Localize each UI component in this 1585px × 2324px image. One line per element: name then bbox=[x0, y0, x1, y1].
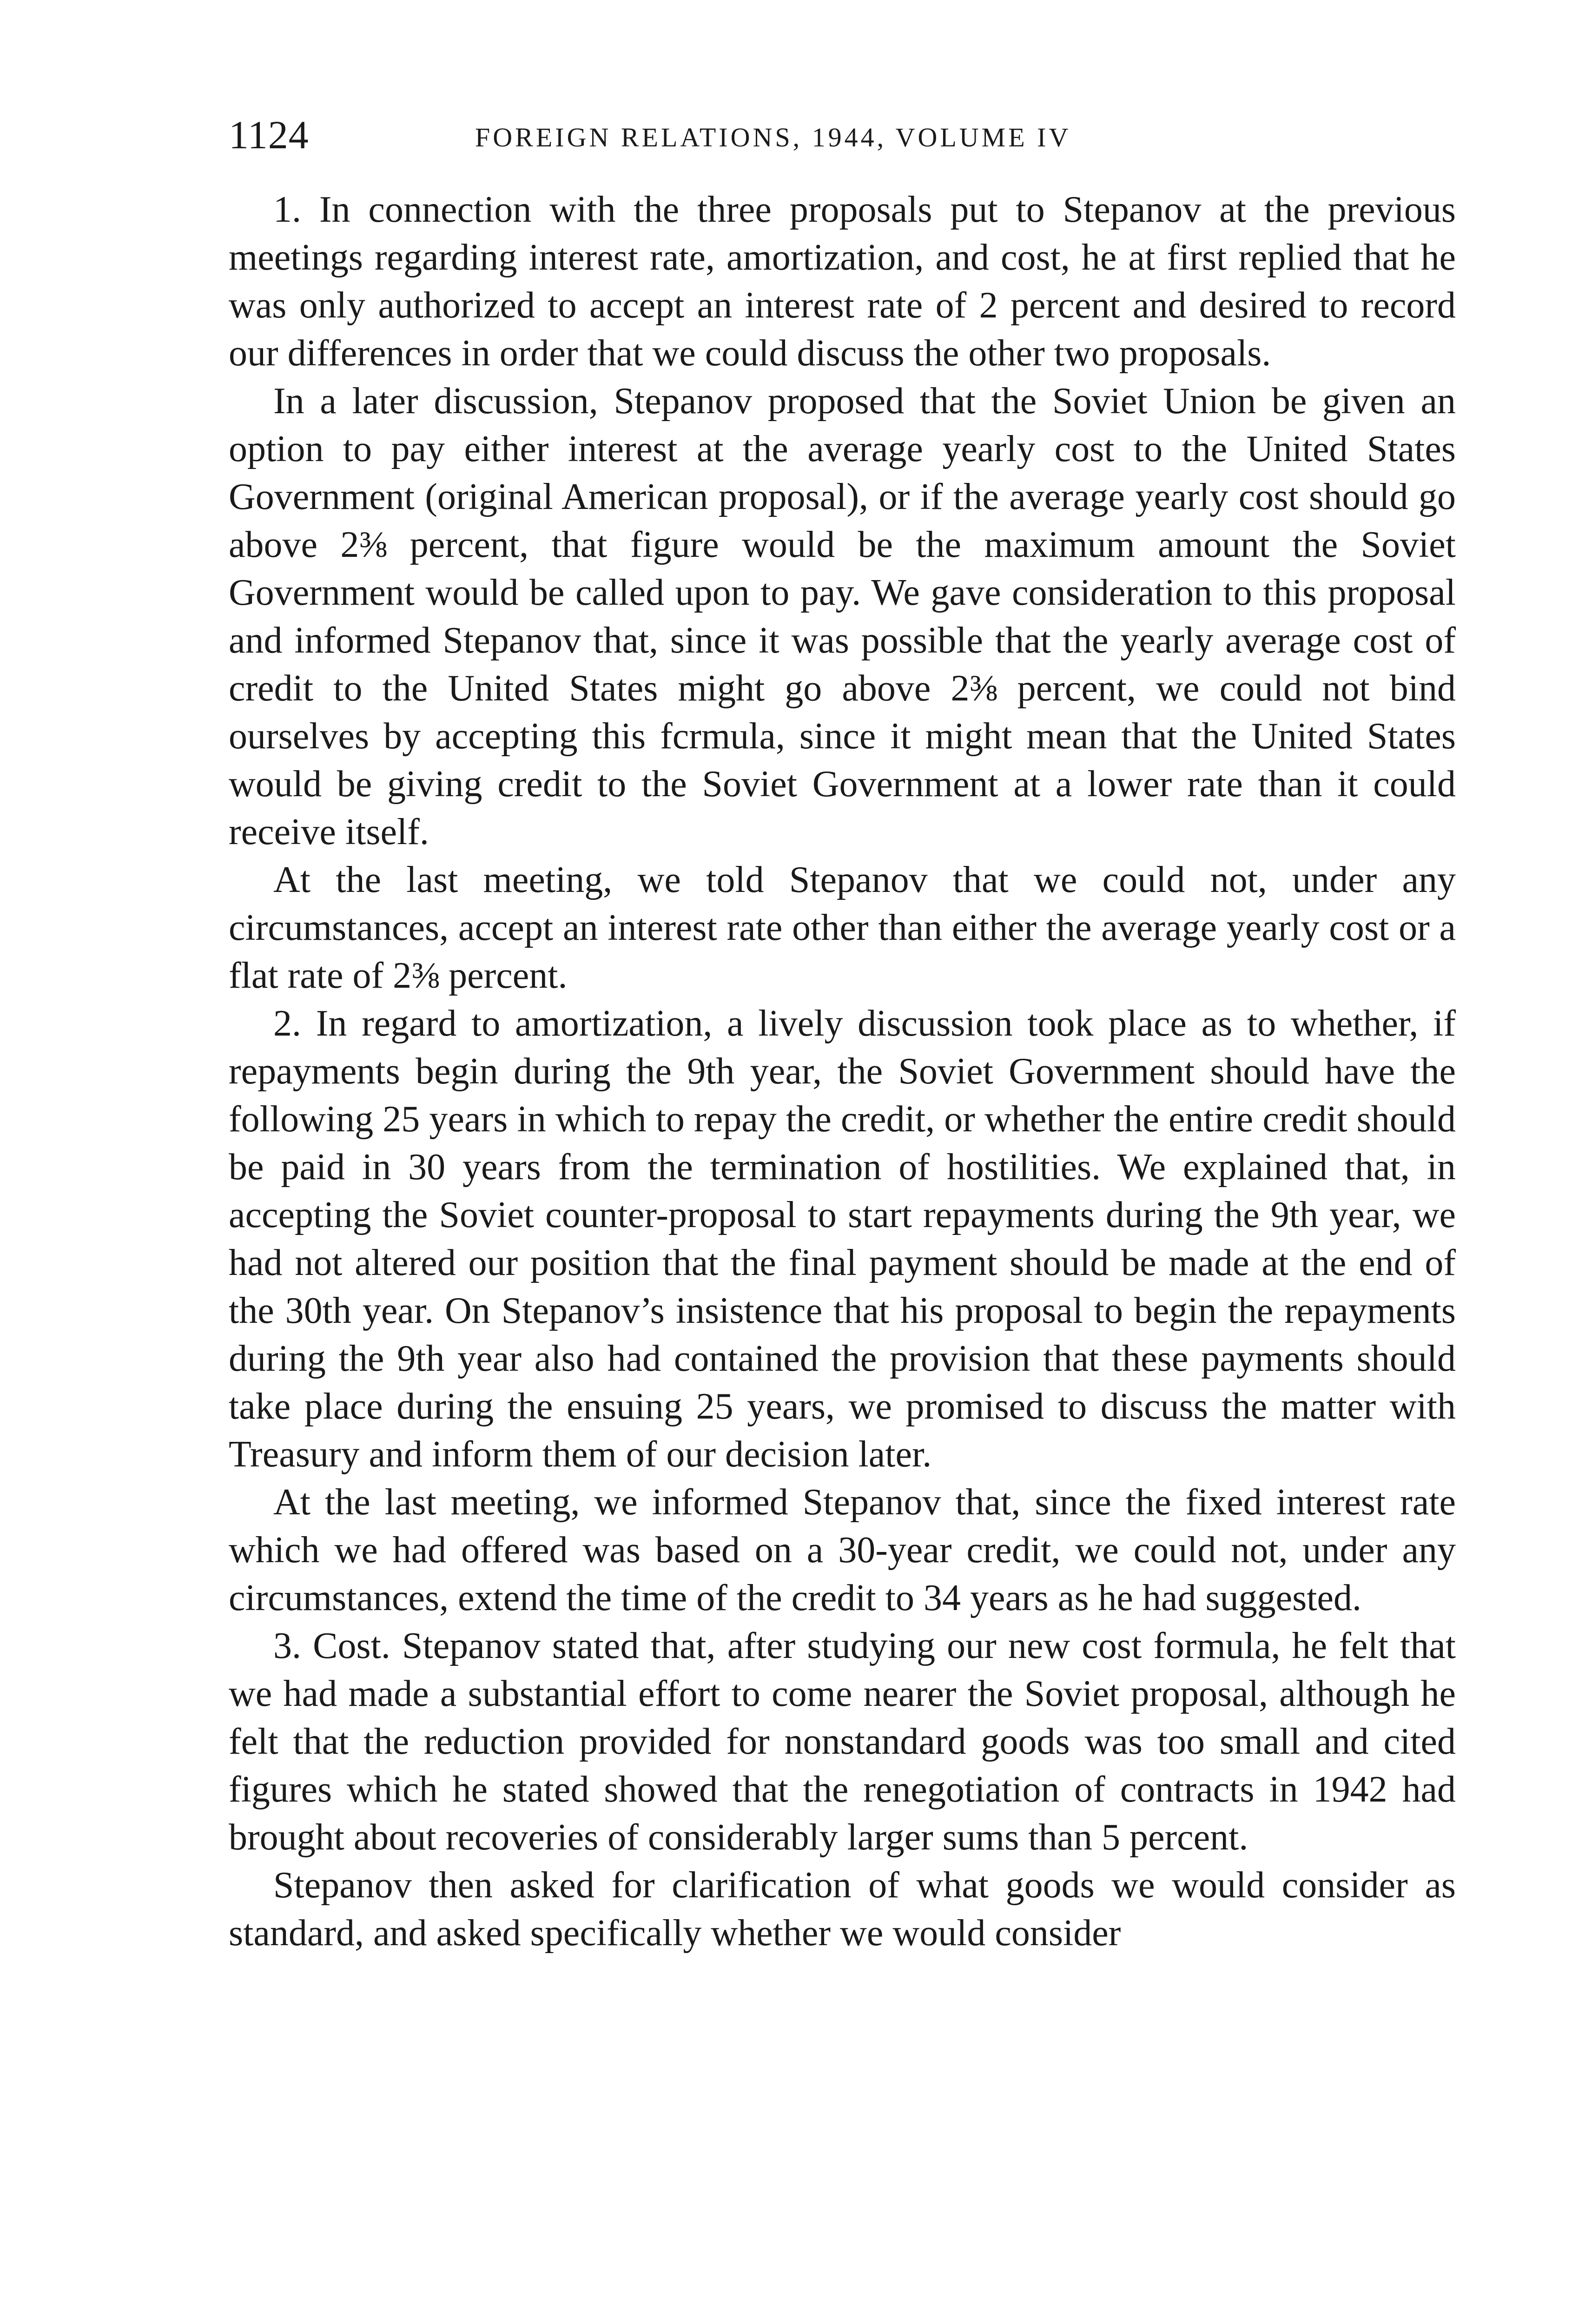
paragraph-interest-final: At the last meeting, we told Stepanov that we could not, under any circumstances, accept an interest rate other than either the average yearly cost or a flat rate of 2⅜ percent. bbox=[229, 859, 1456, 996]
running-title: FOREIGN RELATIONS, 1944, VOLUME IV bbox=[475, 122, 1071, 152]
paragraph-standard-goods: Stepanov then asked for clarification of what goods we would consider as standard, and asked specifically whether we would consider bbox=[229, 1865, 1456, 1954]
paragraph-cost: 3. Cost. Stepanov stated that, after studying our new cost formula, he felt that we had made a substantial effort to come nearer the Soviet proposal, although he felt that the reduction provided for nonstandard goods was too small and cited figures which he stated showed that the renegotiation of contracts in 1942 had brought about recoveries of considerably larger sums than 5 percent. bbox=[229, 1625, 1456, 1858]
page-header bbox=[229, 109, 1507, 160]
paragraph-interest-option: In a later discussion, Stepanov proposed that the Soviet Union be given an option to pay either interest at the average yearly cost to the United States Government (original American proposal), or if the average yearly cost should go above 2⅜ percent, that figure would be the maximum amount the Soviet Government would be called upon to pay. We gave consideration to this proposal and informed Stepanov that, since it was possible that the yearly average cost of credit to the United States might go above 2⅜ percent, we could not bind ourselves by accepting this fcrmula, since it might mean that the United States would be giving credit to the Soviet Government at a lower rate than it could receive itself. bbox=[229, 381, 1456, 852]
body-text bbox=[229, 186, 1456, 1957]
paragraph-credit-term: At the last meeting, we informed Stepanov that, since the fixed interest rate which we had offered was based on a 30-year credit, we could not, under any circumstances, extend the time of the credit to 34 years as he had suggested. bbox=[229, 1482, 1456, 1618]
paragraph-amortization: 2. In regard to amortization, a lively discussion took place as to whether, if repayments begin during the 9th year, the Soviet Government should have the following 25 years in which to repay the credit, or whether the entire credit should be paid in 30 years from the termination of hostilities. We explained that, in accepting the Soviet counter-proposal to start repayments during the 9th year, we had not altered our position that the final payment should be made at the end of the 30th year. On Stepanov’s insistence that his proposal to begin the repayments during the 9th year also had contained the provision that these payments should take place during the ensuing 25 years, we promised to discuss the matter with Treasury and inform them of our decision later. bbox=[229, 1003, 1456, 1475]
paragraph-interest-rate-initial: 1. In connection with the three proposals put to Stepanov at the previous meetings regarding interest rate, amortization, and cost, he at first replied that he was only authorized to accept an interest rate of 2 percent and desired to record our differences in order that we could discuss the other two proposals. bbox=[229, 189, 1456, 374]
page-number: 1124 bbox=[229, 112, 309, 157]
